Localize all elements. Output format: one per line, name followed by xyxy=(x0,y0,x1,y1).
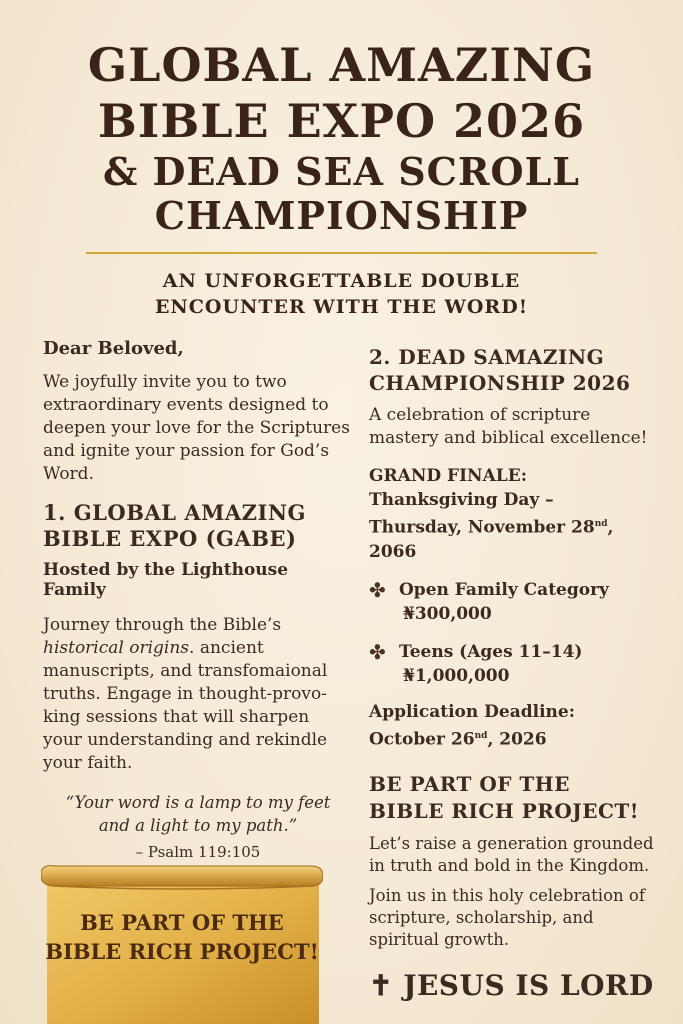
host-line: Hosted by the Lighthouse Family xyxy=(43,560,289,600)
section1-description xyxy=(43,614,353,775)
category2-prize: ₦1,000,000 xyxy=(403,665,510,686)
section1-title xyxy=(43,500,353,552)
title-line-2: BIBLE EXPO 2026 xyxy=(97,94,586,148)
quote-reference: – Psalm 119:105 xyxy=(135,843,261,861)
grand-date-year: , 2066 xyxy=(369,517,614,562)
desc-italic: historical origins xyxy=(43,638,190,658)
section2-title-line-1: 2. DEAD SAMAZING xyxy=(369,345,605,369)
grand-finale-date xyxy=(369,512,659,564)
quote-line-1: “Your word is a lamp to my feet xyxy=(65,793,331,812)
section1-title-line-2: BIBLE EXPO (GABE) xyxy=(43,526,297,551)
quote-line-2: and a light to my path.” xyxy=(98,816,298,835)
category-open-family xyxy=(369,578,659,626)
desc-part-2: . ancient manuscripts, and transfomaional truths. Engage in thought-provo-king sessions that will sharpen your understanding and rekindle your faith. xyxy=(43,638,328,773)
subtitle-line-1: AN UNFORGETTABLE DOUBLE xyxy=(162,270,521,292)
closing-declaration xyxy=(369,969,659,1002)
bible-rich-line-1: BE PART OF THE xyxy=(369,772,570,797)
deadline-date-sup: nd xyxy=(474,730,488,741)
ornament-icon: ✤ xyxy=(369,639,386,664)
grand-date-main: Thursday, November 28 xyxy=(369,517,595,538)
scripture-quote xyxy=(43,791,353,837)
grand-finale-day: Thanksgiving Day – xyxy=(369,490,554,510)
bible-rich-heading xyxy=(369,771,659,825)
closing-text: JESUS IS LORD xyxy=(403,969,654,1003)
subtitle-line-2: ENCOUNTER WITH THE WORD! xyxy=(154,296,529,318)
scroll-line-1: BE PART OF THE xyxy=(80,910,284,935)
ornament-icon: ✤ xyxy=(369,577,386,602)
category-teens xyxy=(369,640,659,688)
desc-part-1: Journey through the Bible’s xyxy=(43,615,282,635)
greeting: Dear Beloved, xyxy=(43,338,184,359)
deadline-label: Application Deadline: xyxy=(369,701,576,722)
deadline-date xyxy=(369,724,659,752)
deadline-date-main: October 26 xyxy=(369,729,475,750)
title-line-1: GLOBAL AMAZING xyxy=(87,38,596,92)
grand-finale xyxy=(369,464,659,564)
category1-name: Open Family Category xyxy=(399,579,609,600)
cross-icon: ✝ xyxy=(369,969,393,1003)
category-teens-text xyxy=(399,640,582,688)
section1-title-line-1: 1. GLOBAL AMAZING xyxy=(43,500,306,525)
generation-paragraph: Let’s raise a generation grounded in truth and bold in the Kingdom. xyxy=(369,834,654,876)
title-line-4: CHAMPIONSHIP xyxy=(154,193,529,238)
section2-title-line-2: CHAMPIONSHIP 2026 xyxy=(369,371,631,395)
scroll-line-2: BIBLE RICH PROJECT! xyxy=(45,939,319,964)
bible-rich-line-2: BIBLE RICH PROJECT! xyxy=(369,799,640,824)
section2-description: A celebration of scripture mastery and biblical excellence! xyxy=(369,405,648,448)
right-column xyxy=(369,344,659,1002)
intro-paragraph: We joyfully invite you to two extraordinary events designed to deepen your love for the Scriptures and ignite your passion for God’s Word. xyxy=(43,372,350,484)
parchment-scroll xyxy=(41,864,323,1024)
gold-divider xyxy=(86,252,597,254)
category2-name: Teens (Ages 11–14) xyxy=(399,641,583,662)
grand-date-sup: nd xyxy=(594,519,608,529)
grand-finale-label: GRAND FINALE: xyxy=(369,466,527,486)
application-deadline xyxy=(369,700,659,752)
deadline-date-year: , 2026 xyxy=(487,729,547,750)
scroll-text xyxy=(41,908,323,966)
left-column xyxy=(43,338,353,861)
join-paragraph: Join us in this holy celebration of scripture, scholarship, and spiritual growth. xyxy=(369,886,645,950)
category-open-family-text xyxy=(399,578,609,626)
section2-title xyxy=(369,344,659,396)
category1-prize: ₦300,000 xyxy=(403,603,492,624)
title-line-3: & DEAD SEA SCROLL xyxy=(102,149,581,194)
